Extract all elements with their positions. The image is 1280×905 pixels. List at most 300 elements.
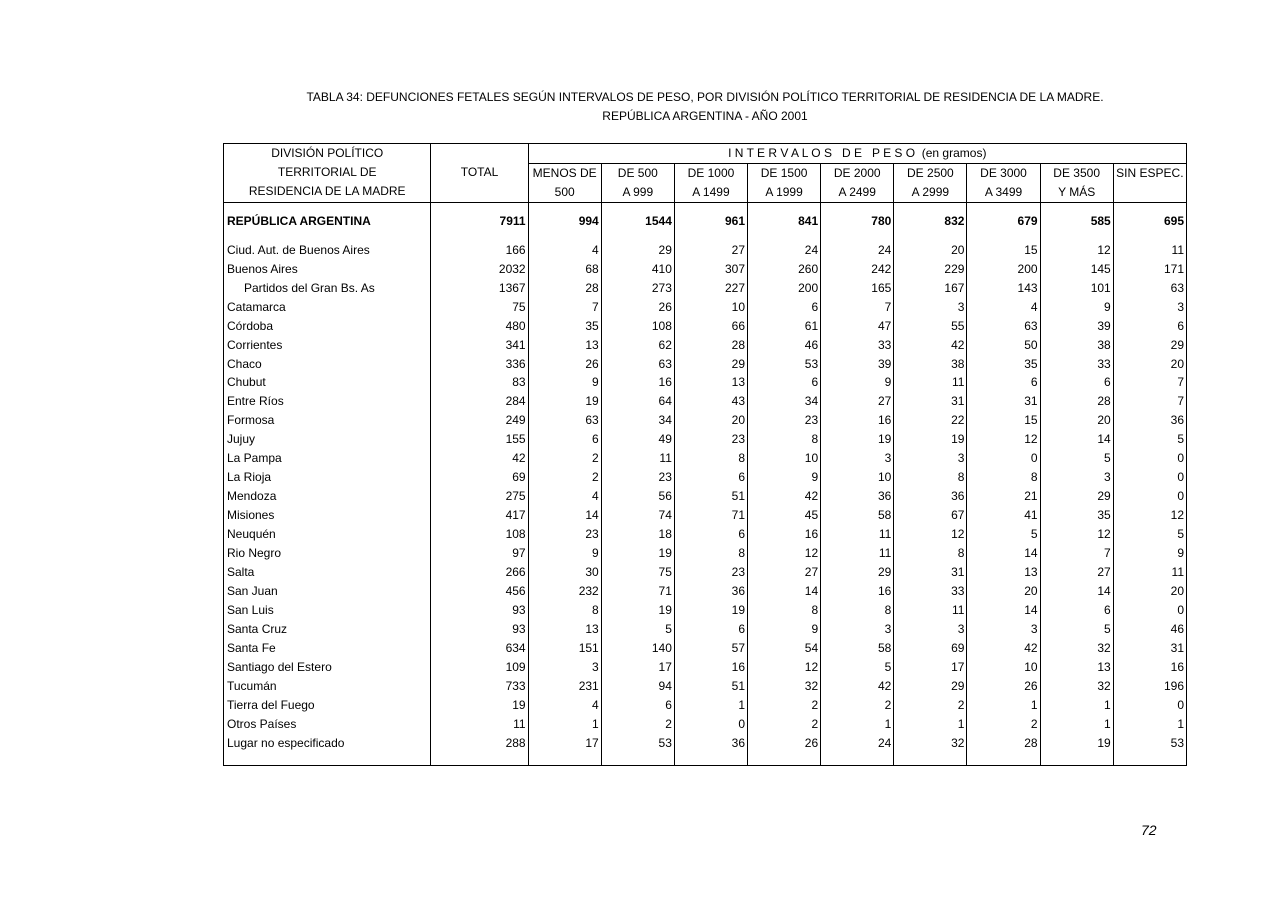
cell-interval-0: 68 — [528, 259, 601, 278]
cell-interval-6: 63 — [967, 316, 1040, 335]
interval-header-8-line2 — [1113, 183, 1186, 202]
cell-interval-7: 28 — [1040, 392, 1113, 411]
interval-header-5-line1: DE 2500 — [894, 163, 967, 182]
table-row — [224, 715, 1187, 734]
row-label: Tierra del Fuego — [224, 696, 431, 715]
cell-interval-0: 8 — [528, 601, 601, 620]
cell-interval-7: 9 — [1040, 297, 1113, 316]
cell-interval-0: 151 — [528, 639, 601, 658]
cell-interval-7: 35 — [1040, 506, 1113, 525]
row-label: Misiones — [224, 506, 431, 525]
cell-total: 733 — [431, 677, 528, 696]
cell-interval-2: 66 — [674, 316, 747, 335]
cell-total — [431, 202, 528, 211]
row-label: Salta — [224, 563, 431, 582]
row-label: Chubut — [224, 373, 431, 392]
row-label: Otros Países — [224, 715, 431, 734]
cell-interval-2: 51 — [674, 677, 747, 696]
cell-interval-4: 47 — [821, 316, 894, 335]
cell-interval-4: 3 — [821, 449, 894, 468]
cell-interval-4: 11 — [821, 544, 894, 563]
cell-total: 417 — [431, 506, 528, 525]
cell-interval-0: 23 — [528, 525, 601, 544]
row-label: Mendoza — [224, 487, 431, 506]
cell-interval-1: 53 — [601, 734, 674, 753]
cell-interval-7: 5 — [1040, 620, 1113, 639]
cell-interval-7: 38 — [1040, 335, 1113, 354]
cell-interval-5: 69 — [894, 639, 967, 658]
interval-header-6-line2: A 3499 — [967, 183, 1040, 202]
cell-interval-1 — [601, 202, 674, 211]
cell-interval-2: 19 — [674, 601, 747, 620]
cell-interval-1: 94 — [601, 677, 674, 696]
cell-interval-5: 42 — [894, 335, 967, 354]
cell-interval-5: 36 — [894, 487, 967, 506]
cell-interval-7: 1 — [1040, 715, 1113, 734]
total-row — [224, 211, 1187, 230]
cell-interval-8: 31 — [1113, 639, 1186, 658]
table-row — [224, 335, 1187, 354]
cell-total: 69 — [431, 468, 528, 487]
cell-interval-8: 0 — [1113, 468, 1186, 487]
cell-interval-4: 36 — [821, 487, 894, 506]
cell-interval-8: 171 — [1113, 259, 1186, 278]
cell-interval-4: 58 — [821, 639, 894, 658]
cell-interval-7 — [1040, 202, 1113, 211]
cell-interval-2: 307 — [674, 259, 747, 278]
cell-total: 284 — [431, 392, 528, 411]
row-label: Catamarca — [224, 297, 431, 316]
cell-interval-5: 31 — [894, 563, 967, 582]
interval-header-0-line2: 500 — [528, 183, 601, 202]
interval-header-0-line1: MENOS DE — [528, 163, 601, 182]
row-label — [224, 230, 431, 240]
table-row — [224, 411, 1187, 430]
cell-interval-4: 9 — [821, 373, 894, 392]
cell-interval-2: 29 — [674, 354, 747, 373]
interval-header-5-line2: A 2999 — [894, 183, 967, 202]
cell-interval-6: 21 — [967, 487, 1040, 506]
table-row — [224, 696, 1187, 715]
cell-total — [431, 753, 528, 766]
cell-interval-3: 10 — [748, 449, 821, 468]
cell-interval-0 — [528, 753, 601, 766]
table-row — [224, 392, 1187, 411]
cell-interval-7: 3 — [1040, 468, 1113, 487]
cell-interval-0: 231 — [528, 677, 601, 696]
cell-interval-4: 29 — [821, 563, 894, 582]
cell-interval-8: 16 — [1113, 658, 1186, 677]
cell-interval-7: 6 — [1040, 601, 1113, 620]
cell-interval-8: 7 — [1113, 392, 1186, 411]
table-row — [224, 297, 1187, 316]
cell-interval-7: 39 — [1040, 316, 1113, 335]
cell-interval-0: 4 — [528, 240, 601, 259]
cell-interval-7: 13 — [1040, 658, 1113, 677]
table-row — [224, 563, 1187, 582]
cell-interval-1: 17 — [601, 658, 674, 677]
division-header-line3: RESIDENCIA DE LA MADRE — [248, 183, 406, 198]
row-label: Chaco — [224, 354, 431, 373]
cell-interval-4: 16 — [821, 411, 894, 430]
table-row — [224, 373, 1187, 392]
cell-interval-5: 19 — [894, 430, 967, 449]
cell-interval-1: 19 — [601, 544, 674, 563]
cell-interval-7: 33 — [1040, 354, 1113, 373]
cell-interval-2: 28 — [674, 335, 747, 354]
cell-interval-5: 32 — [894, 734, 967, 753]
cell-interval-8: 3 — [1113, 297, 1186, 316]
cell-interval-0: 994 — [528, 211, 601, 230]
cell-interval-1: 1544 — [601, 211, 674, 230]
cell-interval-8: 36 — [1113, 411, 1186, 430]
cell-interval-6: 6 — [967, 373, 1040, 392]
cell-interval-5: 167 — [894, 278, 967, 297]
table-row — [224, 658, 1187, 677]
cell-interval-2: 227 — [674, 278, 747, 297]
cell-interval-1: 108 — [601, 316, 674, 335]
row-label — [224, 753, 431, 766]
cell-interval-8: 6 — [1113, 316, 1186, 335]
cell-total: 19 — [431, 696, 528, 715]
cell-interval-4: 27 — [821, 392, 894, 411]
cell-interval-8: 29 — [1113, 335, 1186, 354]
cell-interval-4: 33 — [821, 335, 894, 354]
cell-total: 75 — [431, 297, 528, 316]
cell-total: 11 — [431, 715, 528, 734]
cell-interval-5: 17 — [894, 658, 967, 677]
cell-interval-4: 7 — [821, 297, 894, 316]
cell-interval-6: 28 — [967, 734, 1040, 753]
cell-interval-6: 3 — [967, 620, 1040, 639]
cell-interval-3: 6 — [748, 297, 821, 316]
cell-interval-4: 780 — [821, 211, 894, 230]
table-row — [224, 259, 1187, 278]
interval-header-1-line1: DE 500 — [601, 163, 674, 182]
cell-interval-2: 57 — [674, 639, 747, 658]
cell-interval-8: 5 — [1113, 525, 1186, 544]
cell-interval-8: 196 — [1113, 677, 1186, 696]
cell-interval-2: 36 — [674, 734, 747, 753]
cell-interval-7: 19 — [1040, 734, 1113, 753]
cell-interval-7: 585 — [1040, 211, 1113, 230]
cell-interval-0: 63 — [528, 411, 601, 430]
row-label: San Juan — [224, 582, 431, 601]
cell-interval-7: 20 — [1040, 411, 1113, 430]
cell-interval-1: 29 — [601, 240, 674, 259]
cell-interval-0: 28 — [528, 278, 601, 297]
cell-interval-8: 695 — [1113, 211, 1186, 230]
cell-interval-5: 11 — [894, 601, 967, 620]
cell-interval-2 — [674, 202, 747, 211]
cell-interval-6: 0 — [967, 449, 1040, 468]
spacer-row — [224, 753, 1187, 766]
cell-interval-2 — [674, 753, 747, 766]
cell-interval-1: 273 — [601, 278, 674, 297]
cell-interval-7: 6 — [1040, 373, 1113, 392]
cell-interval-0: 4 — [528, 487, 601, 506]
cell-interval-6 — [967, 753, 1040, 766]
cell-interval-5 — [894, 753, 967, 766]
cell-interval-4: 242 — [821, 259, 894, 278]
table-row — [224, 582, 1187, 601]
cell-total: 7911 — [431, 211, 528, 230]
cell-interval-3: 24 — [748, 240, 821, 259]
cell-interval-6: 12 — [967, 430, 1040, 449]
cell-total: 336 — [431, 354, 528, 373]
cell-interval-6: 31 — [967, 392, 1040, 411]
row-label: La Rioja — [224, 468, 431, 487]
cell-interval-5: 3 — [894, 449, 967, 468]
cell-interval-8: 9 — [1113, 544, 1186, 563]
cell-interval-5: 2 — [894, 696, 967, 715]
cell-interval-6: 20 — [967, 582, 1040, 601]
cell-interval-8: 0 — [1113, 601, 1186, 620]
cell-interval-2: 961 — [674, 211, 747, 230]
cell-interval-8 — [1113, 230, 1186, 240]
division-header-line1: DIVISIÓN POLÍTICO — [271, 146, 384, 160]
cell-interval-6: 14 — [967, 601, 1040, 620]
row-label: Santiago del Estero — [224, 658, 431, 677]
interval-header-8-line1: SIN ESPEC. — [1113, 163, 1186, 182]
cell-interval-4: 24 — [821, 240, 894, 259]
cell-interval-0: 3 — [528, 658, 601, 677]
cell-interval-8: 11 — [1113, 240, 1186, 259]
total-header — [431, 144, 528, 203]
spacer-row — [224, 230, 1187, 240]
cell-interval-6: 2 — [967, 715, 1040, 734]
cell-interval-6: 4 — [967, 297, 1040, 316]
cell-interval-6: 14 — [967, 544, 1040, 563]
cell-interval-7: 12 — [1040, 240, 1113, 259]
cell-interval-6: 50 — [967, 335, 1040, 354]
cell-interval-2: 23 — [674, 430, 747, 449]
cell-interval-2: 6 — [674, 525, 747, 544]
table-body — [224, 144, 1187, 766]
cell-interval-1: 71 — [601, 582, 674, 601]
cell-interval-7: 1 — [1040, 696, 1113, 715]
division-header-line2: TERRITORIAL DE — [277, 164, 377, 179]
cell-interval-3: 26 — [748, 734, 821, 753]
row-label: Partidos del Gran Bs. As — [224, 278, 431, 297]
data-table — [223, 143, 1187, 766]
table-row — [224, 525, 1187, 544]
cell-total — [431, 230, 528, 240]
cell-total: 456 — [431, 582, 528, 601]
cell-interval-3: 16 — [748, 525, 821, 544]
cell-interval-0 — [528, 230, 601, 240]
row-label: Lugar no especificado — [224, 734, 431, 753]
interval-header-3-line2: A 1999 — [748, 183, 821, 202]
cell-interval-3 — [748, 753, 821, 766]
cell-interval-2: 43 — [674, 392, 747, 411]
cell-interval-6 — [967, 202, 1040, 211]
interval-header-7-line1: DE 3500 — [1040, 163, 1113, 182]
cell-interval-5: 832 — [894, 211, 967, 230]
cell-interval-8: 46 — [1113, 620, 1186, 639]
cell-interval-6: 15 — [967, 411, 1040, 430]
cell-interval-1: 74 — [601, 506, 674, 525]
table-row — [224, 601, 1187, 620]
cell-interval-5: 3 — [894, 297, 967, 316]
cell-interval-1 — [601, 230, 674, 240]
table-title: TABLA 34: DEFUNCIONES FETALES SEGÚN INTERVALOS DE PESO, POR DIVISIÓN POLÍTICO TERRITORIAL DE RESIDENCIA DE LA MADRE. — [306, 90, 1104, 104]
cell-interval-2: 71 — [674, 506, 747, 525]
cell-interval-8 — [1113, 753, 1186, 766]
cell-interval-0: 13 — [528, 335, 601, 354]
cell-interval-8: 20 — [1113, 354, 1186, 373]
cell-interval-2: 20 — [674, 411, 747, 430]
cell-interval-3: 12 — [748, 544, 821, 563]
cell-interval-3: 12 — [748, 658, 821, 677]
cell-total: 166 — [431, 240, 528, 259]
table-row — [224, 677, 1187, 696]
cell-interval-3: 54 — [748, 639, 821, 658]
header-row-1 — [224, 144, 1187, 164]
cell-interval-1: 5 — [601, 620, 674, 639]
table-row — [224, 734, 1187, 753]
cell-total: 634 — [431, 639, 528, 658]
cell-interval-5: 3 — [894, 620, 967, 639]
cell-interval-8: 1 — [1113, 715, 1186, 734]
cell-interval-7: 14 — [1040, 582, 1113, 601]
cell-interval-2: 8 — [674, 544, 747, 563]
cell-interval-0: 1 — [528, 715, 601, 734]
cell-interval-3: 34 — [748, 392, 821, 411]
cell-interval-5 — [894, 202, 967, 211]
cell-interval-0: 14 — [528, 506, 601, 525]
cell-interval-1: 62 — [601, 335, 674, 354]
cell-interval-6: 26 — [967, 677, 1040, 696]
cell-interval-4: 2 — [821, 696, 894, 715]
cell-total: 480 — [431, 316, 528, 335]
cell-interval-8: 63 — [1113, 278, 1186, 297]
table-row — [224, 278, 1187, 297]
cell-interval-5: 1 — [894, 715, 967, 734]
cell-interval-6: 200 — [967, 259, 1040, 278]
cell-total: 1367 — [431, 278, 528, 297]
cell-interval-0: 7 — [528, 297, 601, 316]
cell-interval-0: 2 — [528, 468, 601, 487]
cell-interval-4: 165 — [821, 278, 894, 297]
total-header-label: TOTAL — [460, 164, 499, 179]
row-label: Buenos Aires — [224, 259, 431, 278]
cell-interval-1: 16 — [601, 373, 674, 392]
cell-interval-4: 11 — [821, 525, 894, 544]
cell-interval-8: 5 — [1113, 430, 1186, 449]
cell-interval-4: 24 — [821, 734, 894, 753]
cell-interval-7: 12 — [1040, 525, 1113, 544]
cell-interval-2: 36 — [674, 582, 747, 601]
cell-interval-4 — [821, 230, 894, 240]
cell-interval-0: 6 — [528, 430, 601, 449]
cell-interval-4 — [821, 753, 894, 766]
cell-interval-1: 49 — [601, 430, 674, 449]
cell-interval-7: 27 — [1040, 563, 1113, 582]
cell-interval-8: 20 — [1113, 582, 1186, 601]
cell-interval-5: 8 — [894, 544, 967, 563]
cell-interval-0: 35 — [528, 316, 601, 335]
row-label — [224, 202, 431, 211]
row-label: Ciud. Aut. de Buenos Aires — [224, 240, 431, 259]
cell-interval-7 — [1040, 230, 1113, 240]
table-row — [224, 354, 1187, 373]
cell-interval-3: 42 — [748, 487, 821, 506]
cell-interval-3: 46 — [748, 335, 821, 354]
cell-interval-3: 8 — [748, 601, 821, 620]
cell-interval-8: 11 — [1113, 563, 1186, 582]
cell-interval-0 — [528, 202, 601, 211]
cell-interval-0: 9 — [528, 373, 601, 392]
cell-interval-5: 67 — [894, 506, 967, 525]
cell-interval-1: 11 — [601, 449, 674, 468]
cell-interval-3: 14 — [748, 582, 821, 601]
cell-interval-3: 2 — [748, 696, 821, 715]
cell-interval-7: 32 — [1040, 639, 1113, 658]
cell-interval-0: 17 — [528, 734, 601, 753]
cell-interval-1: 75 — [601, 563, 674, 582]
row-label: Santa Fe — [224, 639, 431, 658]
cell-interval-0: 13 — [528, 620, 601, 639]
cell-interval-3 — [748, 202, 821, 211]
cell-interval-0: 30 — [528, 563, 601, 582]
cell-interval-7: 14 — [1040, 430, 1113, 449]
cell-interval-0: 232 — [528, 582, 601, 601]
cell-interval-6: 13 — [967, 563, 1040, 582]
cell-interval-3: 53 — [748, 354, 821, 373]
cell-interval-1: 18 — [601, 525, 674, 544]
cell-interval-8 — [1113, 202, 1186, 211]
cell-interval-6: 679 — [967, 211, 1040, 230]
cell-interval-6: 41 — [967, 506, 1040, 525]
cell-interval-6: 143 — [967, 278, 1040, 297]
cell-interval-3: 9 — [748, 468, 821, 487]
cell-interval-7: 32 — [1040, 677, 1113, 696]
interval-header-2-line2: A 1499 — [674, 183, 747, 202]
cell-interval-2: 27 — [674, 240, 747, 259]
cell-interval-3: 8 — [748, 430, 821, 449]
cell-interval-1: 64 — [601, 392, 674, 411]
cell-interval-4: 58 — [821, 506, 894, 525]
cell-interval-5: 55 — [894, 316, 967, 335]
cell-interval-5: 33 — [894, 582, 967, 601]
cell-interval-4: 10 — [821, 468, 894, 487]
interval-header-3-line1: DE 1500 — [748, 163, 821, 182]
cell-interval-1: 23 — [601, 468, 674, 487]
cell-total: 266 — [431, 563, 528, 582]
table-row — [224, 506, 1187, 525]
cell-interval-2: 23 — [674, 563, 747, 582]
row-label: Tucumán — [224, 677, 431, 696]
cell-interval-2: 16 — [674, 658, 747, 677]
cell-interval-0: 2 — [528, 449, 601, 468]
table-row — [224, 639, 1187, 658]
cell-total: 93 — [431, 620, 528, 639]
cell-interval-2: 6 — [674, 620, 747, 639]
cell-total: 275 — [431, 487, 528, 506]
cell-interval-4: 42 — [821, 677, 894, 696]
table-row — [224, 544, 1187, 563]
cell-interval-1: 19 — [601, 601, 674, 620]
cell-interval-1: 26 — [601, 297, 674, 316]
cell-interval-2: 0 — [674, 715, 747, 734]
cell-interval-1 — [601, 753, 674, 766]
table-row — [224, 449, 1187, 468]
cell-interval-4: 8 — [821, 601, 894, 620]
cell-total: 341 — [431, 335, 528, 354]
cell-total: 97 — [431, 544, 528, 563]
row-label: Rio Negro — [224, 544, 431, 563]
